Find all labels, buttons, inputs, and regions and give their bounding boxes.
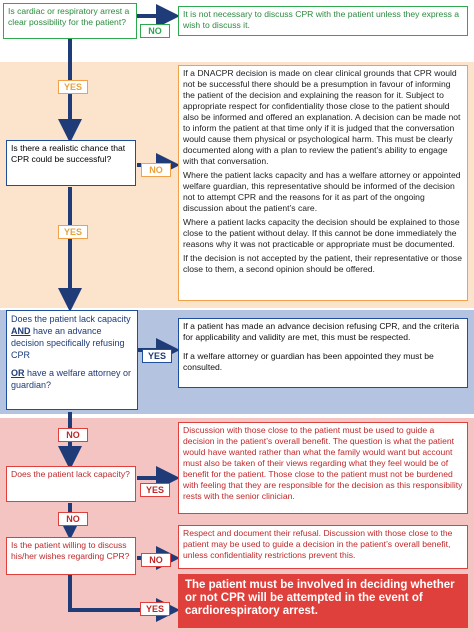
label-yes-1: YES bbox=[58, 80, 88, 94]
q3-part2: have an advance decision specifically refusing CPR bbox=[11, 326, 125, 360]
question-willing-discuss-text: Is the patient willing to discuss his/her wishes regarding CPR? bbox=[11, 540, 130, 561]
label-yes-2: YES bbox=[58, 225, 88, 239]
question-cardiac-arrest bbox=[3, 3, 137, 39]
q3-and: AND bbox=[11, 326, 31, 336]
label-no-4: NO bbox=[58, 512, 88, 526]
dnacpr-paragraph-2: Where the patient lacks capacity and has a welfare attorney or appointed welfare guardian, this representative should be informed of the decision not to attempt CPR and the reasons for it as part of the ongoing discussion about the patient’s care. bbox=[183, 170, 461, 213]
advance-decision-paragraph-2: If a welfare attorney or guardian has been appointed they must be consulted. bbox=[183, 351, 434, 372]
question-cpr-success-text: Is there a realistic chance that CPR could be successful? bbox=[11, 143, 126, 164]
label-yes-3: YES bbox=[142, 349, 172, 363]
answer-respect-refusal-text: Respect and document their refusal. Discussion with those close to the patient may be used to guide a decision in the patient’s overall benefit, unless confidentiality restrictions prevent this. bbox=[183, 528, 453, 560]
q3-part3: have a welfare attorney or guardian? bbox=[11, 368, 132, 390]
answer-discussion-close-text: Discussion with those close to the patient must be used to guide a decision in the patient’s overall benefit. The question is what the patient would have wanted rather than what the family would want but account must also be taken of their views regarding what they feel would be of benefit for the patient. Those close to the patient must not be burdened with feeling that they are responsible for the decision as this responsibility rests with the senior clinician. bbox=[183, 425, 463, 501]
answer-discussion-close bbox=[178, 422, 468, 514]
label-no-5: NO bbox=[141, 553, 171, 567]
answer-respect-refusal bbox=[178, 525, 468, 569]
answer-advance-decision bbox=[178, 318, 468, 388]
question-cardiac-arrest-text: Is cardiac or respiratory arrest a clear possibility for the patient? bbox=[8, 6, 130, 27]
answer-dnacpr-guidance bbox=[178, 65, 468, 301]
label-no-3: NO bbox=[58, 428, 88, 442]
q3-part1: Does the patient lack capacity bbox=[11, 314, 131, 324]
final-patient-involved bbox=[178, 574, 468, 628]
q3-or: OR bbox=[11, 368, 25, 378]
label-no-1: NO bbox=[140, 24, 170, 38]
question-cpr-success bbox=[6, 140, 136, 186]
dnacpr-paragraph-3: Where a patient lacks capacity the decision should be explained to those close to the patient without delay. If this cannot be done immediately the reasons why it was not practicable or appropriate must be documented. bbox=[183, 217, 460, 249]
question-lack-capacity-text: Does the patient lack capacity? bbox=[11, 469, 130, 479]
label-no-2: NO bbox=[141, 163, 171, 177]
dnacpr-paragraph-1: If a DNACPR decision is made on clear clinical grounds that CPR would not be successful there should be a presumption in favour of informing the patient of the decision and explaining the reason for it. Subject to appropriate respect for confidentiality those close to the patient should also be informed and offered an explanation. A decision can be made not to inform the patient at that time only if it is judged that the conversation would cause them physical or psychological harm. This must be clearly documented along with a plan to review the patient’s ability to engage with that conversation. bbox=[183, 68, 461, 166]
answer-no-discussion-text: It is not necessary to discuss CPR with the patient unless they express a wish to discuss it. bbox=[183, 9, 460, 30]
label-yes-5: YES bbox=[140, 602, 170, 616]
question-advance-decision bbox=[6, 310, 138, 410]
label-yes-4: YES bbox=[140, 483, 170, 497]
final-patient-involved-text: The patient must be involved in deciding whether or not CPR will be attempted in the event of cardiorespiratory arrest. bbox=[185, 579, 455, 617]
dnacpr-paragraph-4: If the decision is not accepted by the patient, their representative or those close to them, a second opinion should be offered. bbox=[183, 253, 462, 274]
answer-no-discussion bbox=[178, 6, 468, 36]
advance-decision-paragraph-1: If a patient has made an advance decision refusing CPR, and the criteria for applicability and validity are met, this must be respected. bbox=[183, 321, 460, 342]
question-willing-discuss bbox=[6, 537, 136, 575]
question-lack-capacity bbox=[6, 466, 136, 502]
